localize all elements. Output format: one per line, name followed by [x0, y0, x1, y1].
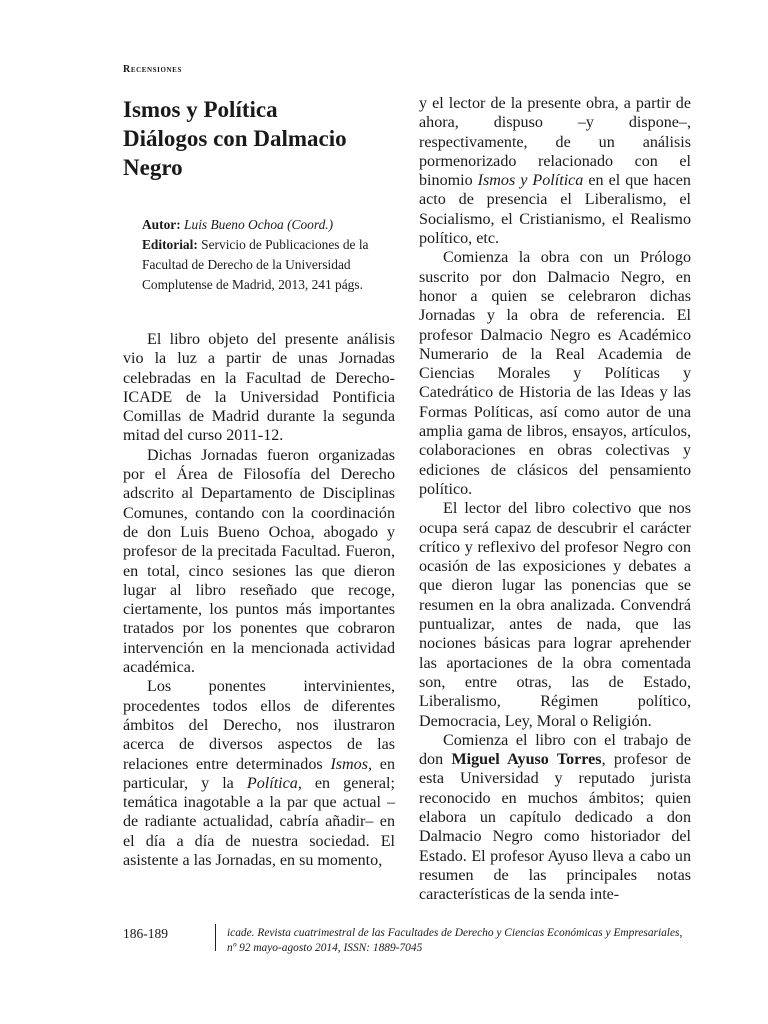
review-title: [123, 95, 403, 182]
journal-line: icade. Revista cuatrimestral de las Facultades de Derecho y Ciencias Económicas y Empresariales,: [227, 927, 683, 939]
text-run: Los ponentes intervinientes, procedentes todos ellos de diferentes ámbitos del Derecho, nos ilustraron acerca de diversos aspectos de las relaciones entre determinados: [123, 678, 395, 773]
title-line: Diálogos con Dalmacio: [123, 126, 347, 151]
author-value: Luis Bueno Ochoa (Coord.): [184, 217, 334, 232]
paragraph: [123, 677, 395, 870]
book-metadata: [142, 215, 404, 295]
text-run: en el que hacen acto de presencia el Liberalismo, el Socialismo, el Cristianismo, el Realismo político, etc.: [419, 172, 691, 248]
italic-term: Política,: [246, 774, 302, 792]
author-label: Autor:: [142, 217, 181, 232]
text-run: y el lector de la presente obra, a partir de ahora, dispuso –y dispone–, respectivamente, de un análisis pormenorizado relacionado con el binomio: [419, 95, 691, 190]
text-run: Comienza el libro con el trabajo de don: [419, 731, 691, 769]
text-run: , profesor de esta Universidad y reputado jurista reconocido en muchos ámbitos; quien elabora un capítulo dedicado a don Dalmacio Negro como historiador del Estado. El profesor Ayuso lleva a cabo un resumen de las principales notas características de la senda inte-: [419, 751, 691, 904]
paragraph: Dichas Jornadas fueron organizadas por el Área de Filosofía del Derecho adscrito al Departamento de Disciplinas Comunes, contando con la coordinación de don Luis Bueno Ochoa, abogado y profesor de la precitada Facultad. Fueron, en total, cinco sesiones las que dieron lugar al libro reseñado que recoge, ciertamente, los puntos más importantes tratados por los ponentes que cobraron intervención en la mencionada actividad académica.: [123, 446, 395, 677]
right-column: [419, 94, 691, 904]
title-line: Negro: [123, 155, 183, 180]
title-line: Ismos y Política: [123, 97, 278, 122]
page-range: 186-189: [123, 926, 168, 941]
editorial-value: Servicio de Publicaciones de la Facultad de Derecho de la Universidad Complutense de Madrid, 2013, 241 págs.: [142, 237, 369, 292]
paragraph: El libro objeto del presente análisis vio la luz a partir de unas Jornadas celebradas en la Facultad de Derecho-ICADE de la Universidad Pontificia Comillas de Madrid durante la segunda mitad del curso 2011-12.: [123, 331, 395, 445]
bold-name: Miguel Ayuso Torres: [451, 751, 602, 769]
paragraph: [419, 731, 691, 905]
italic-term: Ismos y Política: [477, 172, 584, 190]
journal-citation: [227, 926, 707, 956]
editorial-entry: [142, 235, 404, 295]
paragraph: El lector del libro colectivo que nos ocupa será capaz de descubrir el carácter crítico y reflexivo del profesor Negro con ocasión de las exposiciones y debates a que dieron lugar las ponencias que se resumen en la obra analizada. Convendrá puntualizar, antes de nada, que las nociones básicas para lograr aprehender las aportaciones de la obra comentada son, entre otras, las de Estado, Liberalismo, Régimen político, Democracia, Ley, Moral o Religión.: [419, 500, 691, 730]
left-column: [123, 330, 395, 870]
text-run: en general; temática inagotable a la par que actual –de radiante actualidad, cabría añadir– en el día a día de nuestra sociedad. El asistente a las Jornadas, en su momento,: [123, 774, 395, 870]
paragraph: [419, 94, 691, 248]
author-entry: [142, 215, 404, 235]
section-label: Recensiones: [123, 64, 182, 75]
footer-divider: [215, 924, 216, 951]
paragraph: Comienza la obra con un Prólogo suscrito por don Dalmacio Negro, en honor a quien se celebraron dichas Jornadas y la obra de referencia. El profesor Dalmacio Negro es Académico Numerario de la Real Academia de Ciencias Morales y Políticas y Catedrático de Historia de las Ideas y las Formas Políticas, así como autor de una amplia gama de libros, ensayos, artículos, colaboraciones en obras colectivas y ediciones de clásicos del pensamiento político.: [419, 249, 691, 498]
editorial-label: Editorial:: [142, 237, 198, 252]
italic-term: Ismos,: [330, 755, 373, 773]
journal-line: nº 92 mayo-agosto 2014, ISSN: 1889-7045: [227, 942, 423, 954]
text-run: en particular, y la: [123, 755, 395, 792]
